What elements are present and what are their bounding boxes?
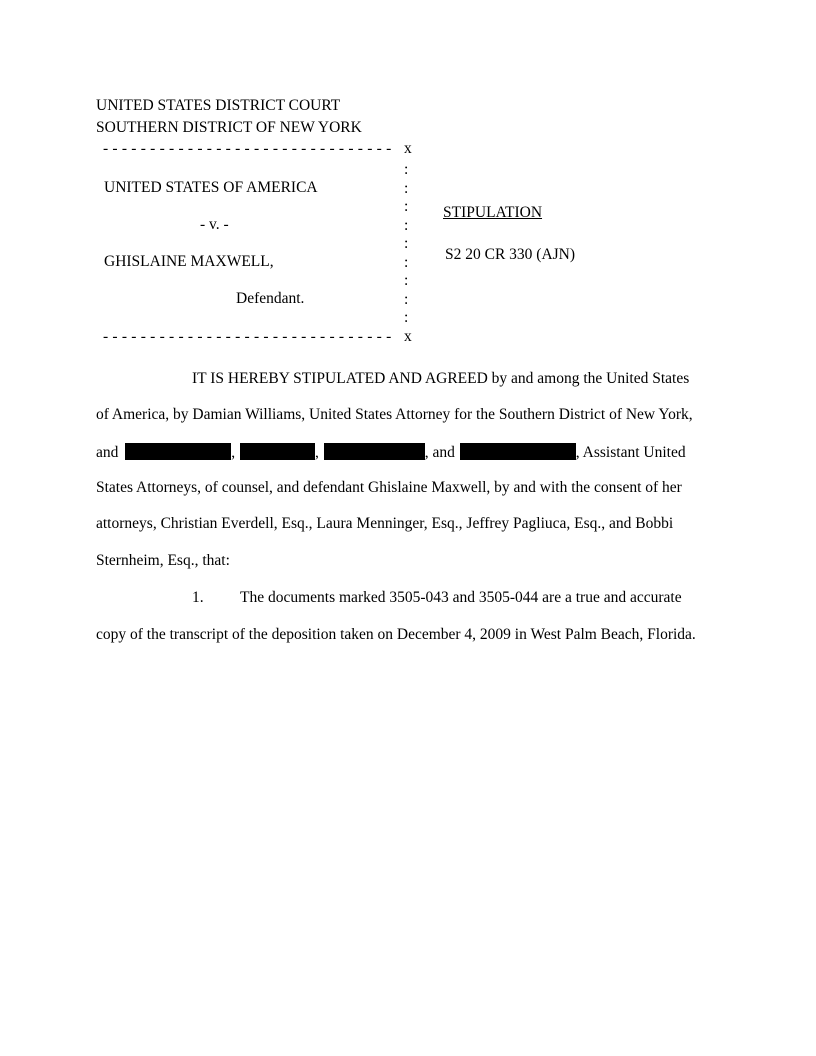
versus-label: - v. -	[200, 216, 229, 233]
caption-bottom-x: x	[404, 328, 412, 345]
body-text-tail: , Assistant United	[575, 444, 686, 461]
body-text-and: , and	[424, 444, 455, 461]
caption-bottom-rule: - - - - - - - - - - - - - - - - - - - - - - - - - - - - - - -	[103, 328, 392, 345]
caption-top-rule: - - - - - - - - - - - - - - - - - - - - - - - - - - - - - - -	[103, 140, 392, 157]
caption-colon: :	[404, 272, 409, 289]
redaction-block	[240, 443, 315, 460]
body-text-comma: ,	[315, 444, 319, 461]
paragraph-line: The documents marked 3505-043 and 3505-044 are a true and accurate	[240, 589, 682, 606]
caption-top-x: x	[404, 140, 412, 157]
body-line: States Attorneys, of counsel, and defendant Ghislaine Maxwell, by and with the consent of her	[96, 479, 682, 496]
body-text-and: and	[96, 444, 119, 461]
body-line: Sternheim, Esq., that:	[96, 552, 230, 569]
court-district: SOUTHERN DISTRICT OF NEW YORK	[96, 119, 362, 136]
plaintiff-name: UNITED STATES OF AMERICA	[104, 179, 318, 196]
caption-colon: :	[404, 161, 409, 178]
caption-colon: :	[404, 254, 409, 271]
body-line: IT IS HEREBY STIPULATED AND AGREED by and among the United States	[192, 370, 690, 387]
document-title: STIPULATION	[443, 204, 543, 221]
paragraph-line: copy of the transcript of the deposition taken on December 4, 2009 in West Palm Beach, Florida.	[96, 626, 696, 643]
defendant-label: Defendant.	[236, 290, 305, 307]
caption-colon: :	[404, 235, 409, 252]
redaction-block	[125, 443, 231, 460]
body-line: of America, by Damian Williams, United States Attorney for the Southern District of New York,	[96, 406, 693, 423]
redaction-block	[324, 443, 425, 460]
caption-colon: :	[404, 309, 409, 326]
body-line: attorneys, Christian Everdell, Esq., Laura Menninger, Esq., Jeffrey Pagliuca, Esq., and Bobbi	[96, 515, 674, 532]
body-text-comma: ,	[231, 444, 236, 461]
defendant-name: GHISLAINE MAXWELL,	[104, 253, 274, 270]
paragraph-number: 1.	[192, 589, 204, 606]
caption-colon: :	[404, 198, 409, 215]
redaction-block	[460, 443, 576, 460]
court-name: UNITED STATES DISTRICT COURT	[96, 97, 341, 114]
caption-colon: :	[404, 291, 409, 308]
caption-colon: :	[404, 217, 409, 234]
case-number: S2 20 CR 330 (AJN)	[445, 246, 576, 263]
body-line-with-redactions	[96, 443, 686, 461]
caption-colon: :	[404, 180, 409, 197]
